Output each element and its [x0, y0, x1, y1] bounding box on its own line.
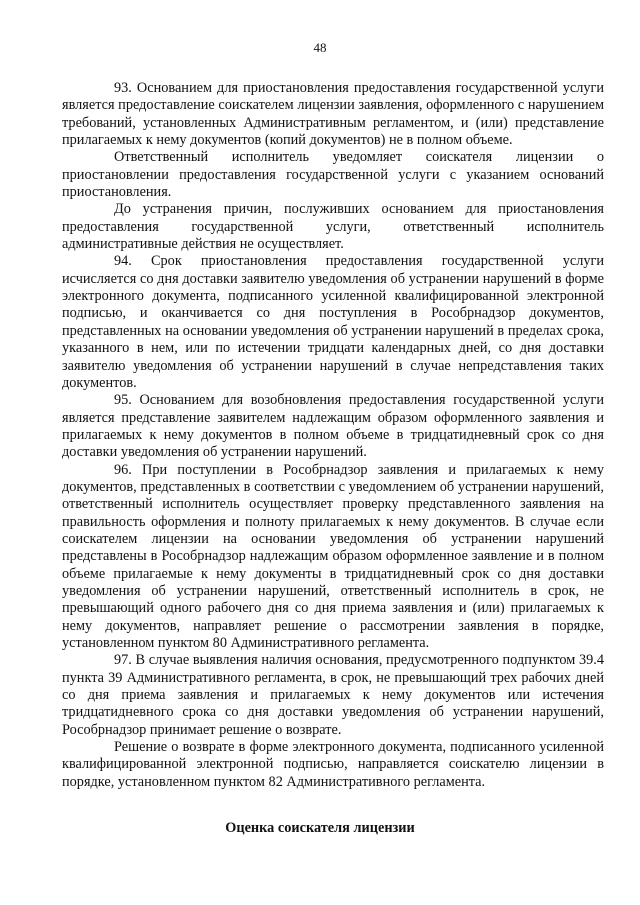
document-body [62, 80, 604, 791]
paragraph-95: 95. Основанием для возобновления предоставления государственной услуги является представление заявителем надлежащим образом оформленного заявления и прилагаемых к нему документов в полном объеме в тридцатидневный срок со дня доставки уведомления об устранении нарушений. [62, 392, 604, 461]
paragraph-93-suspension: До устранения причин, послуживших основанием для приостановления предоставления государственной услуги, ответственный исполнитель административные действия не осуществляет. [62, 201, 604, 253]
paragraph-97-return-decision: Решение о возврате в форме электронного документа, подписанного усиленной квалифицированной электронной подписью, направляется соискателю лицензии в порядке, установленном пунктом 82 Административного регламента. [62, 739, 604, 790]
section-heading: Оценка соискателя лицензии [225, 820, 415, 836]
paragraph-97: 97. В случае выявления наличия основания, предусмотренного подпунктом 39.4 пункта 39 Административного регламента, в срок, не превышающий трех рабочих дней со дня приема заявления и прилагаемых к нему документов или истечения тридцатидневного срока со дня доставки уведомления об устранении нарушений, Рособрнадзор принимает решение о возврате. [62, 652, 604, 738]
paragraph-93: 93. Основанием для приостановления предоставления государственной услуги является предоставление соискателем лицензии заявления, оформленного с нарушением требований, установленных Административным регламентом, и (или) представление прилагаемых к нему документов (копий документов) не в полном объеме. [62, 80, 604, 149]
paragraph-96: 96. При поступлении в Рособрнадзор заявления и прилагаемых к нему документов, представленных в соответствии с уведомлением об устранении нарушений, ответственный исполнитель осуществляет проверку представленного заявления на правильность оформления и полноту прилагаемых к нему документов. В случае если соискателем лицензии на основании уведомления об устранении нарушений представлены в Рособрнадзор надлежащим образом оформленное заявление и в полном объеме прилагаемые к нему документы в тридцатидневный срок со дня доставки уведомления об устранении нарушений, ответственный исполнитель в срок, не превышающий одного рабочего дня со дня приема заявления и (или) прилагаемых к нему документов, направляет решение о рассмотрении заявления в порядке, установленном пунктом 80 Административного регламента. [62, 461, 604, 651]
paragraph-94: 94. Срок приостановления предоставления государственной услуги исчисляется со дня доставки заявителю уведомления об устранении нарушений в форме электронного документа, подписанного усиленной квалифицированной электронной подписью, и оканчивается со дня поступления в Рособрнадзор документов, представленных на основании уведомления об устранении нарушений в пределах срока, указанного в нем, или по истечении тридцати календарных дней, со дня доставки заявителю уведомления об устранении нарушений в случае непредставления таких документов. [62, 253, 604, 391]
page-number: 48 [313, 40, 327, 55]
paragraph-93-notification: Ответственный исполнитель уведомляет соискателя лицензии о приостановлении предоставления государственной услуги с указанием оснований приостановления. [62, 149, 604, 201]
